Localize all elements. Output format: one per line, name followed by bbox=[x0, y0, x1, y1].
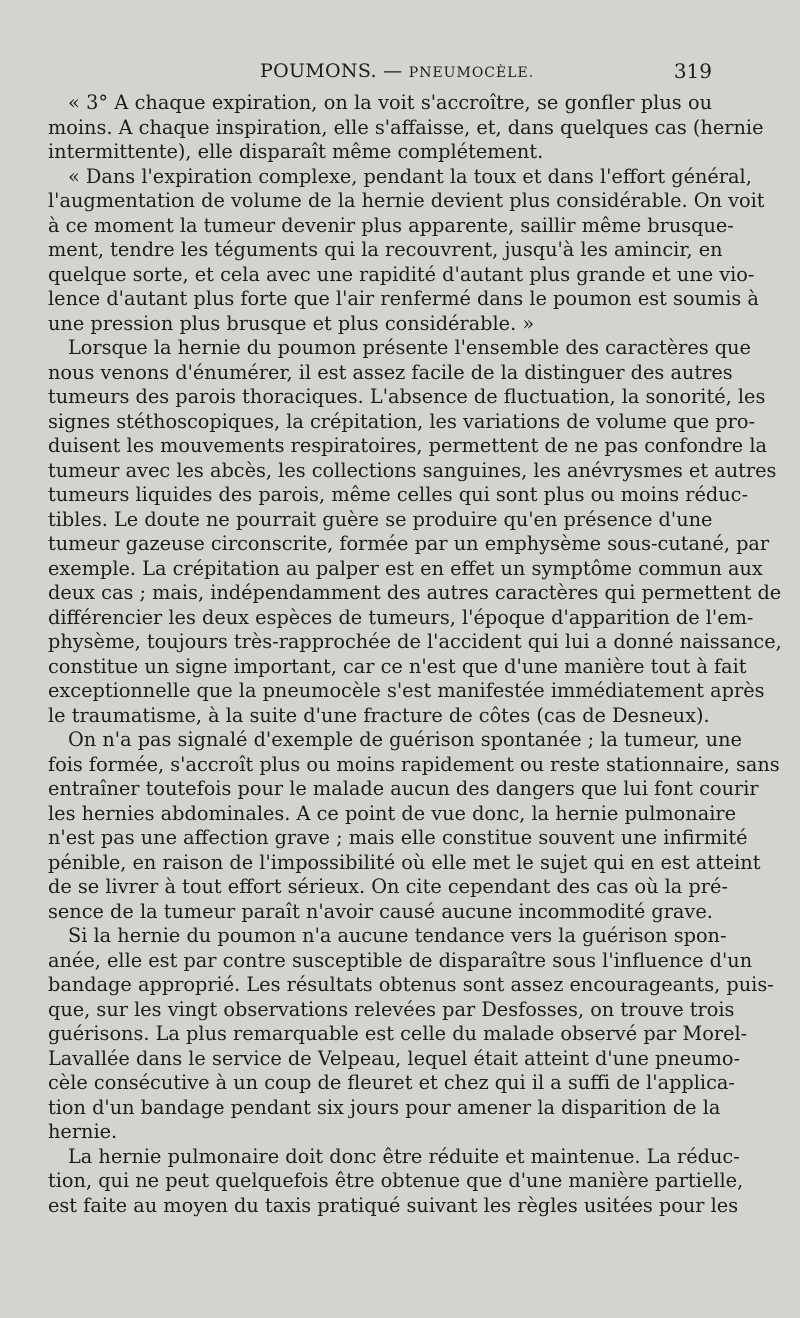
paragraph bbox=[48, 1144, 744, 1219]
text-line: nous venons d'énumérer, il est assez facile de la distinguer des autres bbox=[48, 360, 733, 384]
text-line: anée, elle est par contre susceptible de disparaître sous l'influence d'un bbox=[48, 948, 753, 972]
text-line: moins. A chaque inspiration, elle s'affaisse, et, dans quelques cas (hernie bbox=[48, 115, 764, 139]
text-line: à ce moment la tumeur devenir plus apparente, saillir même brusque- bbox=[48, 213, 734, 237]
text-line: tumeurs liquides des parois, même celles qui sont plus ou moins réduc- bbox=[48, 483, 748, 506]
text-line: exceptionnelle que la pneumocèle s'est manifestée immédiatement après bbox=[48, 679, 765, 702]
text-line: différencier les deux espèces de tumeurs, l'époque d'apparition de l'em- bbox=[48, 605, 754, 629]
paragraph bbox=[48, 728, 780, 924]
text-line: « Dans l'expiration complexe, pendant la toux et dans l'effort général, bbox=[68, 164, 752, 188]
text-line: duisent les mouvements respiratoires, permettent de ne pas confondre la bbox=[48, 434, 767, 457]
text-line: que, sur les vingt observations relevées par Desfosses, on trouve trois bbox=[48, 997, 735, 1021]
text-line: ment, tendre les téguments qui la recouvrent, jusqu'à les amincir, en bbox=[48, 238, 723, 261]
text-line: est faite au moyen du taxis pratiqué suivant les règles usitées pour les bbox=[48, 1193, 739, 1217]
text-line: tion d'un bandage pendant six jours pour amener la disparition de la bbox=[48, 1095, 721, 1119]
text-line: de se livrer à tout effort sérieux. On cite cependant des cas où la pré- bbox=[48, 875, 728, 898]
page-number: 319 bbox=[673, 59, 712, 83]
text-line: tumeur gazeuse circonscrite, formée par un emphysème sous-cutané, par bbox=[48, 532, 770, 555]
text-line: entraîner toutefois pour le malade aucun des dangers que lui font courir bbox=[48, 777, 759, 800]
text-line: une pression plus brusque et plus considérable. » bbox=[48, 311, 535, 335]
text-line: hernie. bbox=[48, 1120, 118, 1143]
paragraph bbox=[48, 91, 764, 165]
text-line: lence d'autant plus forte que l'air renfermé dans le poumon est soumis à bbox=[48, 287, 759, 310]
body-text bbox=[48, 91, 782, 1218]
text-line: tion, qui ne peut quelquefois être obtenue que d'une manière partielle, bbox=[48, 1169, 744, 1192]
running-title-main: POUMONS. — bbox=[260, 60, 403, 82]
text-line: « 3° A chaque expiration, on la voit s'accroître, se gonfler plus ou bbox=[68, 91, 712, 114]
text-line: tumeurs des parois thoraciques. L'absence de fluctuation, la sonorité, les bbox=[48, 385, 766, 408]
text-line: quelque sorte, et cela avec une rapidité d'autant plus grande et une vio- bbox=[48, 262, 755, 286]
running-title bbox=[260, 58, 534, 86]
text-line: tumeur avec les abcès, les collections sanguines, les anévrysmes et autres bbox=[48, 458, 777, 482]
text-line: bandage approprié. Les résultats obtenus sont assez encourageants, puis- bbox=[48, 973, 774, 996]
text-line: fois formée, s'accroît plus ou moins rapidement ou reste stationnaire, sans bbox=[48, 752, 780, 776]
text-line: le traumatisme, à la suite d'une fracture de côtes (cas de Desneux). bbox=[48, 703, 710, 727]
paragraph bbox=[48, 924, 774, 1145]
running-title-sub: PNEUMOCÈLE. bbox=[408, 65, 535, 81]
text-line: cèle consécutive à un coup de fleuret et chez qui il a suffi de l'applica- bbox=[48, 1071, 735, 1094]
text-line: signes stéthoscopiques, la crépitation, les variations de volume que pro- bbox=[48, 409, 755, 433]
text-line: La hernie pulmonaire doit donc être réduite et maintenue. La réduc- bbox=[68, 1144, 740, 1168]
text-line: constitue un signe important, car ce n'est que d'une manière tout à fait bbox=[48, 654, 747, 678]
running-header bbox=[48, 58, 712, 84]
text-line: Lorsque la hernie du poumon présente l'ensemble des caractères que bbox=[68, 336, 751, 359]
text-line: intermittente), elle disparaît même complétement. bbox=[48, 140, 544, 163]
text-line: physème, toujours très-rapprochée de l'accident qui lui a donné naissance, bbox=[48, 630, 782, 653]
text-line: Lavallée dans le service de Velpeau, lequel était atteint d'une pneumo- bbox=[48, 1046, 741, 1070]
text-line: exemple. La crépitation au palper est en effet un symptôme commun aux bbox=[48, 556, 763, 580]
text-line: On n'a pas signalé d'exemple de guérison spontanée ; la tumeur, une bbox=[68, 728, 742, 751]
text-line: guérisons. La plus remarquable est celle du malade observé par Morel- bbox=[48, 1022, 748, 1045]
text-line: sence de la tumeur paraît n'avoir causé aucune incommodité grave. bbox=[48, 899, 713, 923]
text-line: n'est pas une affection grave ; mais elle constitue souvent une infirmité bbox=[48, 826, 748, 849]
text-line: tibles. Le doute ne pourrait guère se produire qu'en présence d'une bbox=[48, 507, 713, 531]
text-line: deux cas ; mais, indépendamment des autres caractères qui permettent de bbox=[48, 581, 782, 604]
text-line: Si la hernie du poumon n'a aucune tendance vers la guérison spon- bbox=[68, 924, 727, 947]
text-line: les hernies abdominales. A ce point de vue donc, la hernie pulmonaire bbox=[48, 801, 736, 825]
text-line: l'augmentation de volume de la hernie devient plus considérable. On voit bbox=[48, 189, 765, 212]
text-line: pénible, en raison de l'impossibilité où elle met le sujet qui en est atteint bbox=[48, 850, 761, 874]
paragraph bbox=[48, 164, 765, 337]
paragraph bbox=[48, 336, 782, 728]
